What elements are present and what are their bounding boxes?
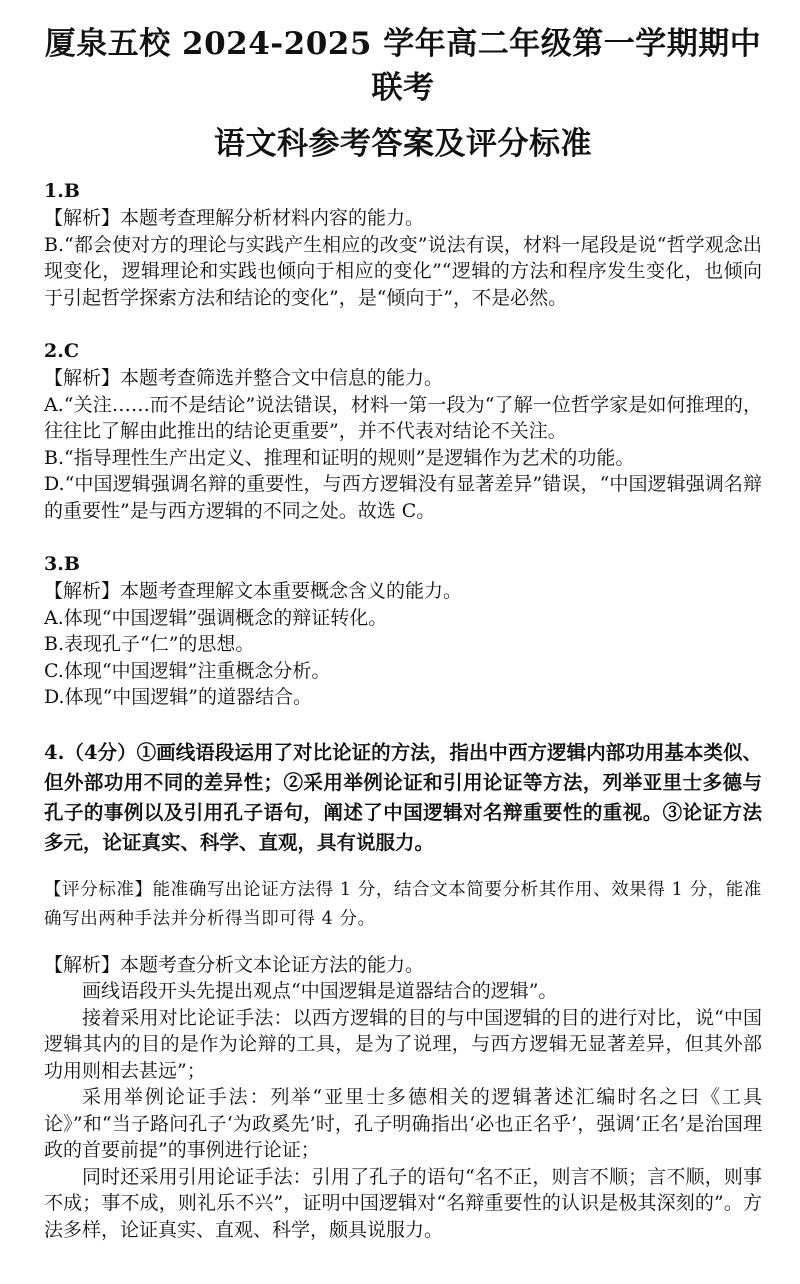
question-3-option-c: C.体现“中国逻辑”注重概念分析。 — [44, 659, 331, 682]
question-4-paragraph-3: 采用举例论证手法：列举“亚里士多德相关的逻辑著述汇编时名之曰《工具论》”和“当子路问孔子‘为政奚先’时，孔子明确指出‘必也正名乎’，强调‘正名’是治国理政的首要前提”的事例进行论证； — [44, 1086, 762, 1161]
question-4-paragraph-2: 接着采用对比论证手法：以西方逻辑的目的与中国逻辑的目的进行对比，说“中国逻辑其内的目的是作为论辩的工具，是为了说理，与西方逻辑无显著差异，但其外部功用则相去甚远”； — [44, 1006, 762, 1082]
question-3 — [44, 551, 762, 711]
question-3-option-b: B.表现孔子“仁”的思想。 — [44, 633, 255, 655]
question-3-option-d: D.体现“中国逻辑”的道器结合。 — [44, 686, 313, 708]
question-4-scoring-standard: 【评分标准】能准确写出论证方法得 1 分，结合文本简要分析其作用、效果得 1 分，能准确写出两种手法并分析得当即可得 4 分。 — [44, 879, 762, 929]
question-1-answer: 1.B — [44, 180, 80, 202]
question-2-option-d: D.“中国逻辑强调名辩的重要性，与西方逻辑没有显著差异”错误，“中国逻辑强调名辩的重要性”是与西方逻辑的不同之处。故选 C。 — [44, 473, 762, 522]
question-2-option-a: A.“关注……而不是结论”说法错误，材料一第一段为“了解一位哲学家是如何推理的，往往比了解由此推出的结论更重要”，并不代表对结论不关注。 — [44, 393, 762, 442]
question-2-analysis-label: 【解析】本题考查筛选并整合文中信息的能力。 — [44, 367, 444, 389]
document-subtitle: 语文科参考答案及评分标准 — [214, 126, 592, 162]
question-4-analysis-label: 【解析】本题考查分析文本论证方法的能力。 — [44, 953, 425, 976]
question-2 — [44, 338, 762, 524]
question-4-paragraph-4: 同时还采用引用论证手法：引用了孔子的语句“名不正，则言不顺；言不顺，则事不成；事不成，则礼乐不兴”，证明中国逻辑对“名辩重要性的认识是极其深刻的”。方法多样，论证真实、直观、科学，颇具说服力。 — [44, 1165, 762, 1241]
question-3-analysis-label: 【解析】本题考查理解文本重要概念含义的能力。 — [44, 580, 463, 602]
exam-title: 厦泉五校 2024-2025 学年高二年级第一学期期中联考 — [44, 26, 762, 106]
question-4-paragraph-1: 画线语段开头先提出观点“中国逻辑是道器结合的逻辑”。 — [82, 980, 558, 1002]
question-4-answer: 4.（4分）①画线语段运用了对比论证的方法，指出中西方逻辑内部功用基本类似、但外部功用不同的差异性；②采用举例论证和引用论证等方法，列举亚里士多德与孔子的事例以及引用孔子语句，阐述了中国逻辑对名辩重要性的重视。③论证方法多元，论证真实、科学、直观，具有说服力。 — [44, 740, 762, 854]
question-1-analysis-label: 【解析】本题考查理解分析材料内容的能力。 — [44, 207, 425, 229]
question-3-answer: 3.B — [44, 553, 80, 575]
question-3-option-a: A.体现“中国逻辑”强调概念的辩证转化。 — [44, 606, 388, 629]
question-2-option-b: B.“指导理性生产出定义、推理和证明的规则”是逻辑作为艺术的功能。 — [44, 446, 635, 469]
question-1 — [44, 178, 762, 311]
question-1-detail: B.“都会使对方的理论与实践产生相应的改变”说法有误，材料一尾段是说“哲学观念出现变化，逻辑理论和实践也倾向于相应的变化”“逻辑的方法和程序发生变化，也倾向于引起哲学探索方法和结论的变化”，是“倾向于”，不是必然。 — [44, 233, 762, 309]
question-4 — [44, 738, 762, 1244]
question-2-answer: 2.C — [44, 340, 79, 362]
